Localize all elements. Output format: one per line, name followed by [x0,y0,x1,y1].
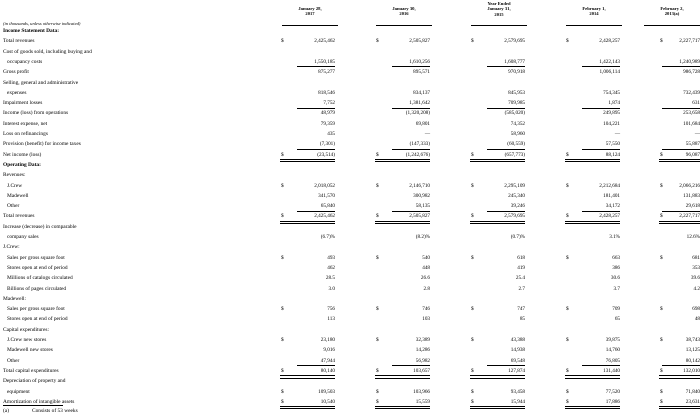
column-header-line: 2015 [494,11,504,17]
currency-sign: $ [376,388,379,395]
table-cell: (1,242,676) [405,151,430,158]
table-cell: 1,422,143 [599,58,620,65]
table-cell: 109,503 [318,388,335,395]
column-header-0 [285,6,335,17]
row-label: Increase (decrease) in comparable [3,223,77,230]
currency-sign: $ [281,213,284,220]
subtotal-rule [297,66,335,67]
table-cell: (8.2)% [415,234,430,240]
total-double-rule [659,375,700,378]
table-cell: (6.7)% [320,234,335,240]
currency-sign: $ [660,38,663,45]
currency-sign: $ [471,337,474,343]
currency-sign: $ [566,337,569,343]
column-header-3 [569,6,619,17]
row-label: Interest expense, net [3,120,48,127]
table-cell: 895,571 [413,69,430,76]
currency-sign: $ [566,398,569,405]
table-cell: 618 [517,254,525,261]
table-cell: 17,886 [605,398,620,405]
currency-sign: $ [471,151,474,158]
table-cell: 132,010 [683,367,700,374]
subtotal-rule [662,365,700,366]
table-cell: 93,458 [510,388,525,395]
row-label: J.Crew new stores [7,337,47,343]
table-cell: 43,388 [510,337,525,343]
subtotal-rule [297,365,335,366]
units-note: (in thousands, unless otherwise indicated) [3,21,81,26]
subtotal-rule [582,108,620,109]
table-cell: 77,520 [605,388,620,395]
table-cell: 253,658 [683,110,700,117]
table-cell: 10,540 [320,398,335,405]
total-double-rule [375,159,430,162]
currency-sign: $ [566,388,569,395]
subtotal-rule [392,149,430,150]
currency-sign: $ [281,337,284,343]
currency-sign: $ [660,213,663,220]
table-cell: 2,295,109 [504,182,525,189]
row-label: Millions of catalogs circulated [7,275,73,282]
currency-sign: $ [471,398,474,405]
table-cell: 2,579,695 [504,38,525,45]
table-cell: 56,982 [415,357,430,364]
row-label: Impairment losses [3,100,43,107]
table-cell: 2,505,827 [409,213,430,220]
row-label: Capital expenditures: [3,326,49,333]
table-cell: 85 [519,316,525,323]
table-cell: 1,381,642 [409,100,430,107]
total-double-rule [565,375,620,378]
table-cell: 88,124 [605,151,620,158]
subtotal-rule [297,108,335,109]
row-label: occupancy costs [7,58,43,65]
row-label: Madewell new stores [7,347,53,354]
table-cell: 2,505,827 [409,38,430,45]
total-double-rule [565,221,620,224]
table-cell: 2,428,257 [599,38,620,45]
subtotal-rule [582,149,620,150]
table-cell: 48 [694,316,700,323]
row-label: Revenues: [3,172,26,179]
currency-sign: $ [281,151,284,158]
table-cell: 58,960 [510,131,525,137]
subtotal-rule [662,108,700,109]
currency-sign: $ [471,254,474,261]
table-cell: 970,918 [508,69,525,76]
row-label: Madewell: [3,295,27,302]
table-cell: 96,087 [685,151,700,158]
table-cell: 23,180 [320,337,335,343]
table-cell: 39,246 [510,203,525,210]
row-label: Billions of pages circulated [7,285,67,292]
table-cell: 39,875 [605,337,620,343]
table-cell: 58,135 [415,203,430,210]
row-label: Cost of goods sold, including buying and [3,48,92,55]
table-cell: 540 [422,254,430,261]
total-double-rule [565,159,620,162]
currency-sign: $ [660,151,663,158]
table-cell: (60,559) [507,141,525,148]
table-cell: 493 [327,254,335,261]
currency-sign: $ [281,398,284,405]
row-label: Stores open at end of period [7,264,68,271]
currency-sign: $ [376,38,379,45]
total-double-rule [280,159,335,162]
table-cell: 103 [422,316,430,323]
column-header-line: Year Ended [487,1,511,6]
row-label: Stores open at end of period [7,316,68,323]
table-cell: (147,333) [409,141,430,148]
table-cell: 756 [327,306,335,313]
table-cell: 709,985 [508,100,525,107]
table-cell: 32,389 [415,337,430,343]
column-header-line: 2014 [589,11,599,17]
table-cell: 1,608,777 [504,58,525,65]
row-label: company sales [7,234,39,240]
table-cell: 79,359 [320,120,335,127]
row-label: Total capital expenditures [3,367,59,374]
currency-sign: $ [281,182,284,189]
table-cell: (657,773) [504,151,525,158]
table-cell: 2.7 [518,285,525,292]
table-cell: 103,966 [413,388,430,395]
table-cell: 2,227,717 [679,38,700,45]
currency-sign: $ [281,367,284,374]
table-cell: (23,514) [317,151,335,158]
table-cell: (0.7)% [510,234,525,240]
currency-sign: $ [566,38,569,45]
column-header-line: 2017 [305,11,315,17]
table-cell: — [424,131,430,137]
table-cell: 2,579,695 [504,213,525,220]
currency-sign: $ [376,337,379,343]
currency-sign: $ [376,151,379,158]
subtotal-rule [487,108,525,109]
table-cell: 2,146,710 [409,182,430,189]
table-cell: (585,020) [504,110,525,117]
currency-sign: $ [376,306,379,313]
table-cell: 754,345 [603,89,620,96]
table-cell: 131,440 [603,367,620,374]
currency-sign: $ [660,367,663,374]
table-cell: 69,548 [510,357,525,364]
table-cell: 3.0 [328,285,335,292]
table-cell: 681 [692,254,700,261]
table-cell: 875,277 [318,69,335,76]
column-header-line: 2013(a) [664,11,680,17]
table-cell: (1,320,208) [405,110,430,117]
total-double-rule [659,221,700,224]
table-cell: 245,340 [508,192,525,199]
subtotal-rule [662,149,700,150]
row-label: Net income (loss) [3,151,42,158]
table-cell: 57,550 [605,141,620,148]
row-label: J.Crew [7,182,23,189]
subtotal-rule [662,66,700,67]
table-cell: 25.4 [515,275,525,282]
currency-sign: $ [281,38,284,45]
table-cell: 2,428,257 [599,213,620,220]
currency-sign: $ [660,182,663,189]
table-cell: 47,944 [320,357,335,364]
table-cell: 14,286 [415,347,430,354]
currency-sign: $ [566,254,569,261]
subtotal-rule [392,108,430,109]
table-cell: 818,546 [318,89,335,96]
row-label: J.Crew: [3,244,20,251]
total-double-rule [375,375,430,378]
table-cell: 834,137 [413,89,430,96]
total-double-rule [375,406,430,409]
subtotal-rule [297,211,335,212]
table-cell: 28.5 [325,275,335,282]
table-cell: 69,801 [415,120,430,127]
table-cell: 15,559 [415,398,430,405]
table-cell: 1,240,989 [679,58,700,65]
table-cell: (7,301) [319,141,335,148]
subtotal-rule [487,211,525,212]
currency-sign: $ [471,388,474,395]
table-cell: 65,840 [320,203,335,210]
subtotal-rule [487,365,525,366]
table-cell: 663 [612,254,620,261]
subtotal-rule [487,66,525,67]
table-cell: 1,874 [608,100,620,107]
table-cell: 38,743 [685,337,700,343]
row-label: equipment [7,388,30,395]
table-cell: 986,728 [683,69,700,76]
row-label: Amortization of intangible assets [3,398,75,405]
table-cell: 2,212,684 [599,182,620,189]
subtotal-rule [582,66,620,67]
table-cell: 9,016 [323,347,335,354]
currency-sign: $ [566,213,569,220]
currency-sign: $ [376,213,379,220]
currency-sign: $ [471,182,474,189]
row-label: Operating Data: [3,161,41,168]
table-cell: 181,401 [603,192,620,199]
table-cell: 80,142 [685,357,700,364]
table-cell: 353 [692,264,700,271]
subtotal-rule [582,211,620,212]
total-double-rule [470,221,525,224]
table-cell: 74,352 [510,120,525,127]
table-cell: 2,227,717 [679,213,700,220]
table-cell: 55,887 [685,141,700,148]
table-cell: 746 [422,306,430,313]
footnote-mark: (a) [3,408,9,414]
table-cell: 732,439 [683,89,700,96]
table-cell: 747 [517,306,525,313]
column-header-line: February 2, [660,6,684,11]
subtotal-rule [392,211,430,212]
row-label: Sales per gross square foot [7,306,65,313]
table-cell: 300,982 [413,192,430,199]
subtotal-rule [662,211,700,212]
currency-sign: $ [566,151,569,158]
column-header-line: January 28, [298,6,322,11]
column-header-line: January 31, [487,6,511,12]
table-cell: 13,125 [685,347,700,354]
currency-sign: $ [376,182,379,189]
total-double-rule [659,159,700,162]
header-rule [282,25,338,26]
column-header-2 [474,1,524,17]
row-label: Income Statement Data: [3,28,59,34]
row-label: Sales per gross square foot [7,254,65,261]
table-cell: 104,221 [603,120,620,127]
column-header-line: January 30, [392,6,416,11]
table-cell: 131,883 [683,192,700,199]
row-label: Other [7,203,20,210]
table-cell: 448 [422,264,430,271]
total-double-rule [659,406,700,409]
table-cell: 386 [612,264,620,271]
currency-sign: $ [281,306,284,313]
row-label: Loss on refinancings [3,131,48,137]
table-cell: 2,425,462 [314,213,335,220]
row-label: Madewell [7,192,29,199]
column-header-4 [647,6,697,17]
table-cell: 631 [692,100,700,107]
table-cell: 1,550,185 [314,58,335,65]
table-cell: 30.6 [610,275,620,282]
table-cell: 2,066,216 [679,182,700,189]
subtotal-rule [392,66,430,67]
column-header-line: February 1, [582,6,606,11]
table-cell: 71,840 [685,388,700,395]
table-cell: 80,140 [320,367,335,374]
currency-sign: $ [660,254,663,261]
row-label: Total revenues [3,213,35,220]
table-cell: 7,752 [323,100,335,107]
currency-sign: $ [471,38,474,45]
currency-sign: $ [566,306,569,313]
table-cell: 709 [612,306,620,313]
table-cell: 48,979 [320,110,335,117]
row-label: Gross profit [3,69,29,76]
currency-sign: $ [660,306,663,313]
subtotal-rule [582,365,620,366]
total-double-rule [565,406,620,409]
table-cell: 26.6 [420,275,430,282]
header-rule [376,25,432,26]
table-cell: 101,684 [683,120,700,127]
table-cell: 1,610,256 [409,58,430,65]
currency-sign: $ [471,306,474,313]
table-cell: 103,657 [413,367,430,374]
table-cell: 419 [517,264,525,271]
currency-sign: $ [471,213,474,220]
currency-sign: $ [660,388,663,395]
table-cell: 76,805 [605,357,620,364]
subtotal-rule [487,149,525,150]
total-double-rule [470,406,525,409]
currency-sign: $ [660,398,663,405]
table-cell: 113 [327,316,335,323]
row-label: Provision (benefit) for income taxes [3,141,81,148]
total-double-rule [280,221,335,224]
row-label: Selling, general and administrative [3,79,79,86]
table-cell: 15,944 [510,398,525,405]
table-cell: 2,425,462 [314,38,335,45]
currency-sign: $ [471,367,474,374]
table-cell: 435 [327,131,335,137]
table-cell: 341,570 [318,192,335,199]
currency-sign: $ [376,398,379,405]
table-cell: 3.1% [609,234,620,240]
table-cell: — [694,131,700,137]
row-label: expenses [7,89,27,96]
currency-sign: $ [660,337,663,343]
table-cell: 12.6% [686,234,700,240]
header-rule [644,25,700,26]
table-cell: 698 [692,306,700,313]
table-cell: 29,618 [685,203,700,210]
row-label: Total revenues [3,38,35,45]
total-double-rule [280,375,335,378]
table-cell: — [614,131,620,137]
table-cell: 127,874 [508,367,525,374]
currency-sign: $ [281,254,284,261]
total-double-rule [280,406,335,409]
subtotal-rule [392,365,430,366]
row-label: Income (loss) from operations [3,110,69,117]
table-cell: 34,172 [605,203,620,210]
column-header-line: 2016 [399,11,409,17]
currency-sign: $ [566,367,569,374]
table-cell: 14,938 [510,347,525,354]
row-label: Other [7,357,20,364]
row-label: Depreciation of property and [3,378,66,385]
table-cell: 39.6 [690,275,700,282]
subtotal-rule [297,149,335,150]
header-rule [566,25,622,26]
currency-sign: $ [376,367,379,374]
table-cell: 1,006,114 [599,69,620,76]
total-double-rule [470,159,525,162]
table-cell: 462 [327,264,335,271]
footnote-rule [3,405,63,406]
total-double-rule [375,221,430,224]
table-cell: 4.2 [693,285,700,292]
currency-sign: $ [376,254,379,261]
table-cell: 2.8 [423,285,430,292]
table-cell: 845,953 [508,89,525,96]
table-cell: 249,895 [603,110,620,117]
table-cell: 23,631 [685,398,700,405]
currency-sign: $ [281,388,284,395]
currency-sign: $ [566,182,569,189]
table-cell: 14,760 [605,347,620,354]
footnote-text: Consists of 53 weeks [32,408,78,414]
table-cell: 65 [614,316,620,323]
column-header-1 [379,6,429,17]
table-cell: 3.7 [613,285,620,292]
header-rule [471,25,527,26]
total-double-rule [470,375,525,378]
table-cell: 2,018,052 [314,182,335,189]
